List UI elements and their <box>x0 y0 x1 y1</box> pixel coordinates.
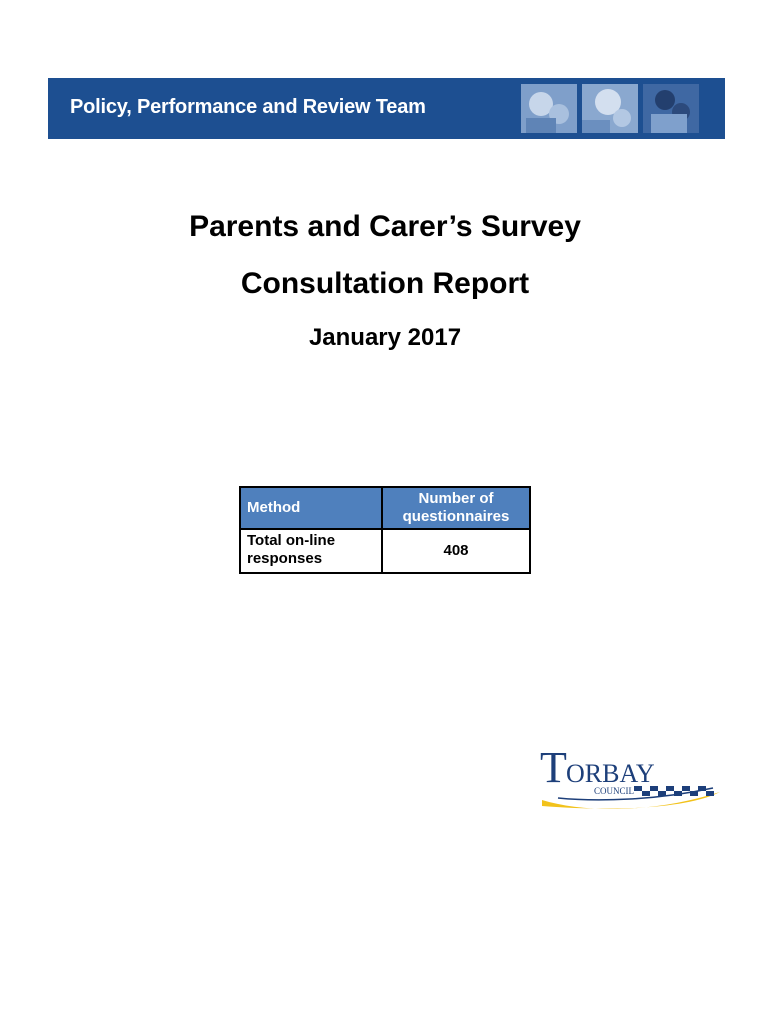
report-subtitle: Consultation Report <box>240 267 530 300</box>
cell-method: Total on-line responses <box>240 529 382 573</box>
svg-text:T: T <box>540 743 567 792</box>
summary-table <box>239 486 531 574</box>
banner-title: Policy, Performance and Review Team <box>70 96 426 118</box>
svg-text:ORBAY: ORBAY <box>566 759 655 788</box>
header-banner <box>48 78 725 139</box>
family-photo-2 <box>582 84 638 133</box>
report-title: Parents and Carer’s Survey <box>189 210 581 243</box>
table-header-row <box>240 487 530 529</box>
report-date: January 2017 <box>308 324 462 351</box>
cell-count: 408 <box>382 529 530 573</box>
header-method: Method <box>240 487 382 529</box>
family-photo-3 <box>643 84 699 133</box>
header-count: Number of questionnaires <box>382 487 530 529</box>
svg-text:COUNCIL: COUNCIL <box>594 786 634 796</box>
torbay-council-logo <box>538 742 722 816</box>
family-photo-1 <box>521 84 577 133</box>
table-row <box>240 529 530 573</box>
